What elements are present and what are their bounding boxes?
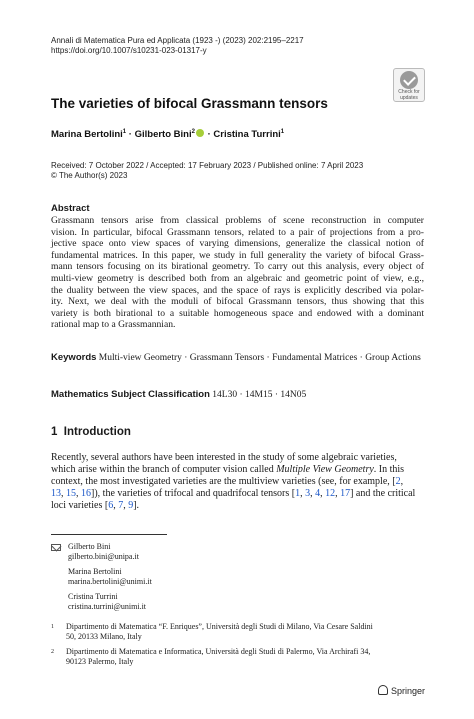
intro-line: context, the most investigated varieties are the multiview varieties (see, for example, [2, <box>51 476 404 488</box>
journal-citation: Annali di Matematica Pura ed Applicata (1923 -) (2023) 202:2195–2217 <box>51 36 304 45</box>
publication-dates <box>51 161 363 181</box>
affiliation-number: 2 <box>51 649 54 655</box>
section-title: Introduction <box>63 426 131 438</box>
footnote-divider <box>51 534 167 535</box>
affiliation <box>51 647 370 667</box>
citation-link[interactable]: 12 <box>325 488 336 500</box>
contact-entry <box>68 567 152 587</box>
badge-line-1: Check for <box>398 89 420 95</box>
affiliation-line: Dipartimento di Matematica “F. Enriques”, Università degli Studi di Milano, Via Cesare Saldini <box>66 622 373 631</box>
affiliation-line: 50, 20133 Milano, Italy <box>66 632 142 641</box>
citation-link[interactable]: 6 <box>108 500 114 512</box>
contact-name: Cristina Turrini <box>68 592 118 601</box>
abstract-line: rational map to a Grassmannian. <box>51 319 176 331</box>
abstract-line: ity. Next, we deal with the moduli of bifocal Grassmann tensors, thus showing that this <box>51 296 424 308</box>
badge-line-2: updates <box>400 95 418 101</box>
author-list <box>51 129 284 140</box>
intro-line: 13, 15, 16]), the varieties of trifocal and quadrifocal tensors [1, 3, 4, 12, 17] and the critical <box>51 488 416 500</box>
intro-line: Recently, several authors have been interested in the study of some algebraic varieties, <box>51 452 397 463</box>
section-heading <box>51 426 131 438</box>
citation-link[interactable]: 2 <box>395 476 401 488</box>
springer-horse-icon <box>378 685 388 695</box>
author-name[interactable]: Cristina Turrini <box>213 129 281 141</box>
author-affil: 2 <box>191 129 195 135</box>
citation-link[interactable]: 1 <box>295 488 301 500</box>
contact-name: Marina Bertolini <box>68 567 122 576</box>
check-for-updates-badge[interactable] <box>393 68 425 102</box>
abstract-line: variety is both birational to a suitable homogeneous space and endowed with a dominant <box>51 307 424 319</box>
orcid-icon[interactable] <box>196 129 204 137</box>
affiliation-number: 1 <box>51 624 54 630</box>
citation-link[interactable]: 13 <box>51 488 61 500</box>
introduction-text <box>51 452 424 512</box>
citation-link[interactable]: 17 <box>340 488 351 500</box>
keywords-text: Multi-view Geometry · Grassmann Tensors · Fundamental Matrices · Group Actions <box>98 353 421 363</box>
contact-entry <box>68 592 152 612</box>
dates-line: Received: 7 October 2022 / Accepted: 17 February 2023 / Published online: 7 April 2023 <box>51 161 364 170</box>
abstract-line: Grassmann tensors arise from classical problems of scene reconstruction in computer <box>51 215 424 226</box>
author-affil: 1 <box>280 129 285 135</box>
abstract-line: multi-view geometry is described both from an algebraic and geometric point of view, e.g., <box>51 272 424 284</box>
author-separator: · <box>204 129 214 141</box>
publisher-logo <box>378 685 425 696</box>
msc-codes: 14L30 · 14M15 · 14N05 <box>212 390 307 400</box>
abstract-line: vision. In particular, bifocal Grassmann tensors, related to a pair of projections from a pro- <box>51 226 424 238</box>
citation-link[interactable]: 9 <box>128 500 134 512</box>
publisher-name: Springer <box>391 686 426 696</box>
msc-label: Mathematics Subject Classification <box>51 389 210 400</box>
citation-link[interactable]: 3 <box>305 488 311 500</box>
envelope-icon <box>51 544 61 551</box>
contact-email[interactable]: gilberto.bini@unipa.it <box>68 552 139 561</box>
intro-line: loci varieties [6, 7, 9]. <box>51 500 140 512</box>
abstract-line: jective space onto view spaces of varying dimensions, generalize the classical notion of <box>51 238 424 250</box>
intro-line: which arise within the branch of computer vision called Multiple View Geometry. In this <box>51 464 405 476</box>
author-contacts <box>51 542 152 612</box>
copyright-line: © The Author(s) 2023 <box>51 171 128 180</box>
author-name[interactable]: Marina Bertolini <box>51 129 123 141</box>
check-mark-icon <box>400 71 418 89</box>
msc-classification <box>51 389 306 400</box>
affiliation <box>51 622 373 642</box>
keywords <box>51 352 424 364</box>
abstract-line: fundamental matrices. In this paper, we study in full generality the variety of bifocal Grass- <box>51 249 424 261</box>
citation-link[interactable]: 15 <box>66 488 76 500</box>
contact-entry <box>68 542 152 562</box>
journal-header <box>51 36 304 56</box>
author-name[interactable]: Gilberto Bini <box>134 129 192 141</box>
abstract-line: the duality between the view spaces, and the space of rays is explicitly described via polar- <box>51 284 424 296</box>
affiliation-line: Dipartimento di Matematica e Informatica, Università degli Studi di Palermo, Via Archirafi 34, <box>66 647 371 656</box>
affiliation-line: 90123 Palermo, Italy <box>66 657 134 666</box>
citation-link[interactable]: 4 <box>315 488 321 500</box>
abstract-body <box>51 215 424 331</box>
author-separator: · <box>126 129 135 141</box>
contact-email[interactable]: cristina.turrini@unimi.it <box>68 602 147 611</box>
contact-name: Gilberto Bini <box>68 542 111 551</box>
abstract-heading: Abstract <box>51 203 90 214</box>
abstract-line: mann tensors focusing on its birational geometry. To carry out this analysis, every object of <box>51 261 424 273</box>
keywords-label: Keywords <box>51 352 97 363</box>
section-number: 1 <box>51 426 58 438</box>
paper-title: The varieties of bifocal Grassmann tensors <box>51 96 328 111</box>
author-affil: 1 <box>122 129 127 135</box>
doi-link[interactable]: https://doi.org/10.1007/s10231-023-01317-y <box>51 46 207 55</box>
emphasis: Multiple View Geometry <box>276 464 374 476</box>
contact-email[interactable]: marina.bertolini@unimi.it <box>68 577 152 586</box>
citation-link[interactable]: 16 <box>81 488 91 500</box>
citation-link[interactable]: 7 <box>118 500 124 512</box>
